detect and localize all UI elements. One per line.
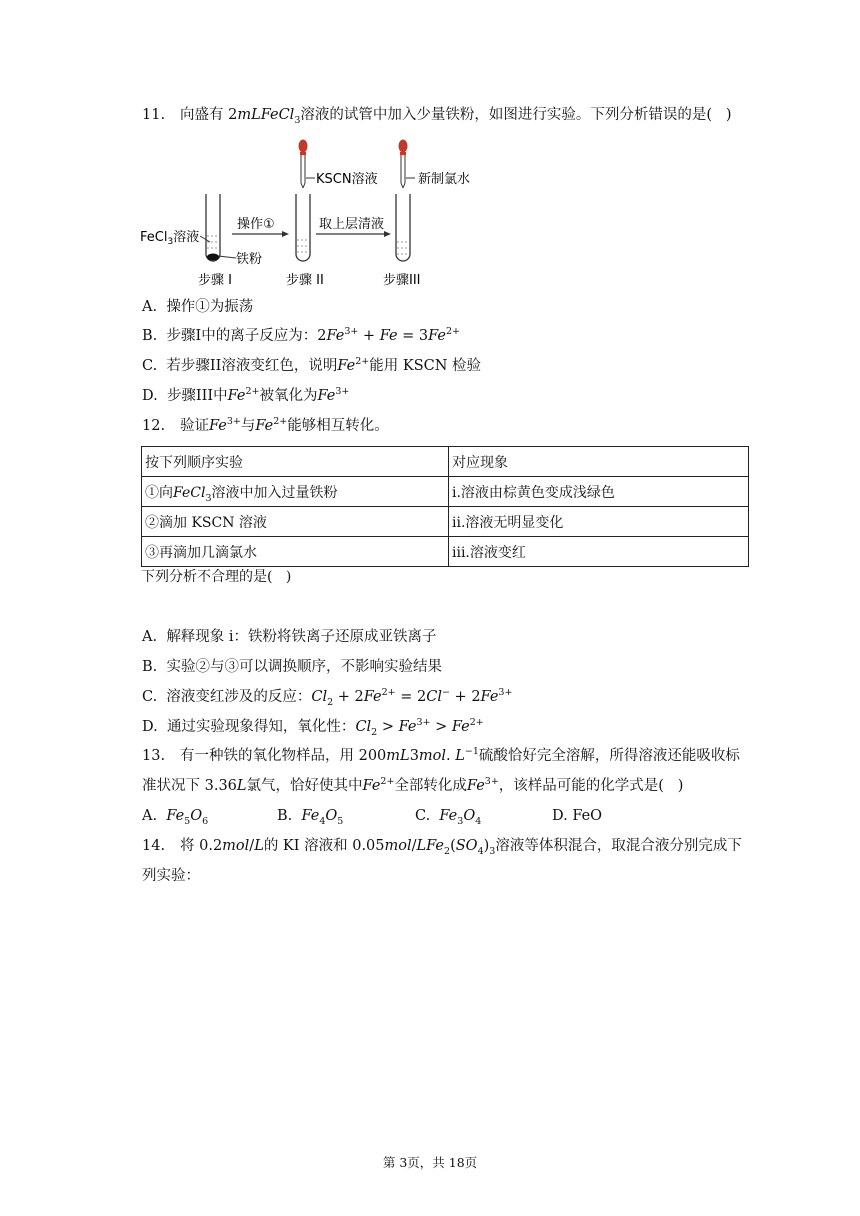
svg-text:FeCl3溶液: FeCl$_3$溶液 bbox=[140, 230, 200, 247]
step-3-label: 步骤III bbox=[383, 273, 421, 288]
q13-option-b: B. $Fe_4O_5$ bbox=[277, 808, 344, 827]
q11-option-d: D. 步骤III中$Fe^{2+}$被氧化为$Fe^{3+}$ bbox=[142, 386, 350, 404]
q13-stem-line2: 准状况下 3.36L氯气，恰好使其中$Fe^{2+}$全部转化成$Fe^{3+}$，该样品可能的化学式是( ) bbox=[142, 776, 684, 794]
table-cell: ②滴加 KSCN 溶液 bbox=[142, 507, 449, 537]
page-footer: 第 3页，共 18页 bbox=[382, 1155, 478, 1170]
q11-option-c: C. 若步骤II溶液变红色，说明$Fe^{2+}$能用 KSCN 检验 bbox=[142, 356, 482, 374]
q12-option-a: A. 解释现象 i：铁粉将铁离子还原成亚铁离子 bbox=[142, 629, 437, 645]
q12-option-d: D. 通过实验现象得知，氧化性：$Cl_2 > Fe^{3+} > Fe^{2+}$ bbox=[142, 717, 484, 738]
table-row bbox=[142, 507, 749, 537]
q11-stem: 11. 向盛有 2mLFeCl$_3$溶液的试管中加入少量铁粉，如图进行实验。下列分析错误的是( ) bbox=[142, 107, 732, 126]
step-1-label: 步骤 I bbox=[198, 273, 232, 288]
q13-option-c: C. $Fe_3O_4$ bbox=[415, 808, 482, 827]
q11-option-a: A. 操作①为振荡 bbox=[142, 299, 254, 315]
table-row bbox=[142, 447, 749, 477]
q11-option-b: B. 步骤I中的离子反应为：$2Fe^{3+} + Fe = 3Fe^{2+}$ bbox=[142, 326, 461, 344]
q13-option-a: A. $Fe_5O_6$ bbox=[142, 808, 209, 827]
q12-ask: 下列分析不合理的是( ) bbox=[141, 569, 292, 585]
table-cell: iii.溶液变红 bbox=[449, 537, 749, 567]
q14-stem-line1: 14. 将 0.2mol/L的 KI 溶液和 $0.05mol/LFe_2(SO_4)_3$溶液等体积混合，取混合液分别完成下 bbox=[142, 838, 742, 857]
test-tube-3 bbox=[396, 194, 410, 261]
step-2-label: 步骤 II bbox=[286, 273, 324, 288]
dropper-icon bbox=[299, 140, 308, 189]
q13-options bbox=[142, 806, 602, 826]
operation-1-label: 操作① bbox=[237, 217, 275, 232]
reagent-kscn-label: KSCN溶液 bbox=[316, 172, 378, 187]
q14-stem-line2: 列实验： bbox=[142, 868, 200, 884]
experiment-table bbox=[141, 446, 749, 567]
table-header-cell: 对应现象 bbox=[449, 447, 749, 477]
iron-powder-label: 铁粉 bbox=[236, 252, 263, 267]
table-cell: ①向FeCl$_3$溶液中加入过量铁粉 bbox=[142, 477, 449, 507]
q13-option-d: D. FeO bbox=[552, 808, 603, 824]
test-tube-1 bbox=[206, 194, 220, 261]
q12-option-b: B. 实验②与③可以调换顺序，不影响实验结果 bbox=[142, 659, 442, 675]
q12-option-c: C. 溶液变红涉及的反应：$Cl_2 + 2Fe^{2+} = 2Cl^- + 2Fe^{3+}$ bbox=[142, 687, 513, 708]
table-cell: ii.溶液无明显变化 bbox=[449, 507, 749, 537]
table-cell: i.溶液由棕黄色变成浅绿色 bbox=[449, 477, 749, 507]
table-row bbox=[142, 537, 749, 567]
q13-stem-line1: 13. 有一种铁的氧化物样品，用 200mL3mol. $L^{-1}$硫酸恰好完全溶解，所得溶液还能吸收标 bbox=[142, 746, 740, 764]
table-row bbox=[142, 477, 749, 507]
dropper-icon bbox=[399, 140, 408, 189]
table-cell: ③再滴加几滴氯水 bbox=[142, 537, 449, 567]
q12-stem: 12. 验证$Fe^{3+}$与$Fe^{2+}$能够相互转化。 bbox=[142, 416, 389, 434]
reagent-chlorine-water-label: 新制氯水 bbox=[418, 172, 471, 187]
experiment-figure bbox=[140, 136, 480, 291]
test-tube-2 bbox=[296, 194, 310, 261]
operation-2-label: 取上层清液 bbox=[319, 217, 385, 232]
table-header-cell: 按下列顺序实验 bbox=[142, 447, 449, 477]
